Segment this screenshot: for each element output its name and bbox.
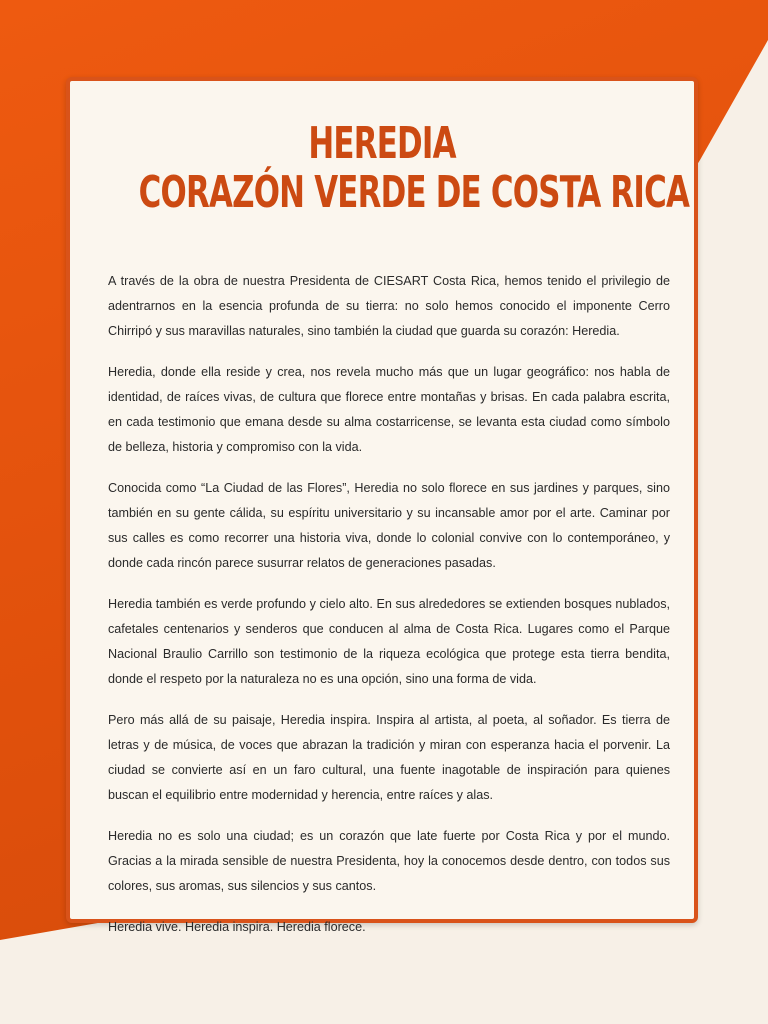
- paragraph-4: Heredia también es verde profundo y cielo alto. En sus alrededores se extienden bosques nublados, cafetales centenarios y senderos que conducen al alma de Costa Rica. Lugares como el Parque Nacional Braulio Carrillo son testimonio de la riqueza ecológica que protege esta tierra bendita, donde el respeto por la naturaleza no es una opción, sino una forma de vida.: [108, 597, 670, 686]
- article-body: [108, 269, 670, 956]
- paragraph-6: Heredia no es solo una ciudad; es un corazón que late fuerte por Costa Rica y por el mundo. Gracias a la mirada sensible de nuestra Presidenta, hoy la conocemos desde dentro, con todos sus colores, sus aromas, sus silencios y sus cantos.: [108, 829, 670, 893]
- article-card: [66, 77, 698, 934]
- page-title: [70, 119, 694, 218]
- paragraph-7-closing: Heredia vive. Heredia inspira. Heredia florece.: [108, 920, 366, 934]
- paragraph-2: Heredia, donde ella reside y crea, nos revela mucho más que un lugar geográfico: nos habla de identidad, de raíces vivas, de cultura que florece entre montañas y brisas. En cada palabra escrita, en cada testimonio que emana desde su alma costarricense, se levanta esta ciudad como símbolo de belleza, historia y compromiso con la vida.: [108, 365, 670, 454]
- title-line-2: CORAZÓN VERDE DE COSTA RICA: [138, 167, 690, 219]
- paragraph-1: A través de la obra de nuestra Presidenta de CIESART Costa Rica, hemos tenido el privilegio de adentrarnos en la esencia profunda de su tierra: no solo hemos conocido el imponente Cerro Chirripó y sus maravillas naturales, sino también la ciudad que guarda su corazón: Heredia.: [108, 274, 670, 338]
- title-line-1: HEREDIA: [308, 118, 456, 169]
- paragraph-3: Conocida como “La Ciudad de las Flores”, Heredia no solo florece en sus jardines y parques, sino también en su gente cálida, su espíritu universitario y su incansable amor por el arte. Caminar por sus calles es como recorrer una historia viva, donde lo colonial convive con lo contemporáneo, y donde cada rincón parece susurrar relatos de generaciones pasadas.: [108, 481, 670, 570]
- paragraph-5: Pero más allá de su paisaje, Heredia inspira. Inspira al artista, al poeta, al soñador. Es tierra de letras y de música, de voces que abrazan la tradición y miran con esperanza hacia el porvenir. La ciudad se convierte así en un faro cultural, una fuente inagotable de inspiración para quienes buscan el equilibrio entre modernidad y herencia, entre raíces y alas.: [108, 713, 670, 802]
